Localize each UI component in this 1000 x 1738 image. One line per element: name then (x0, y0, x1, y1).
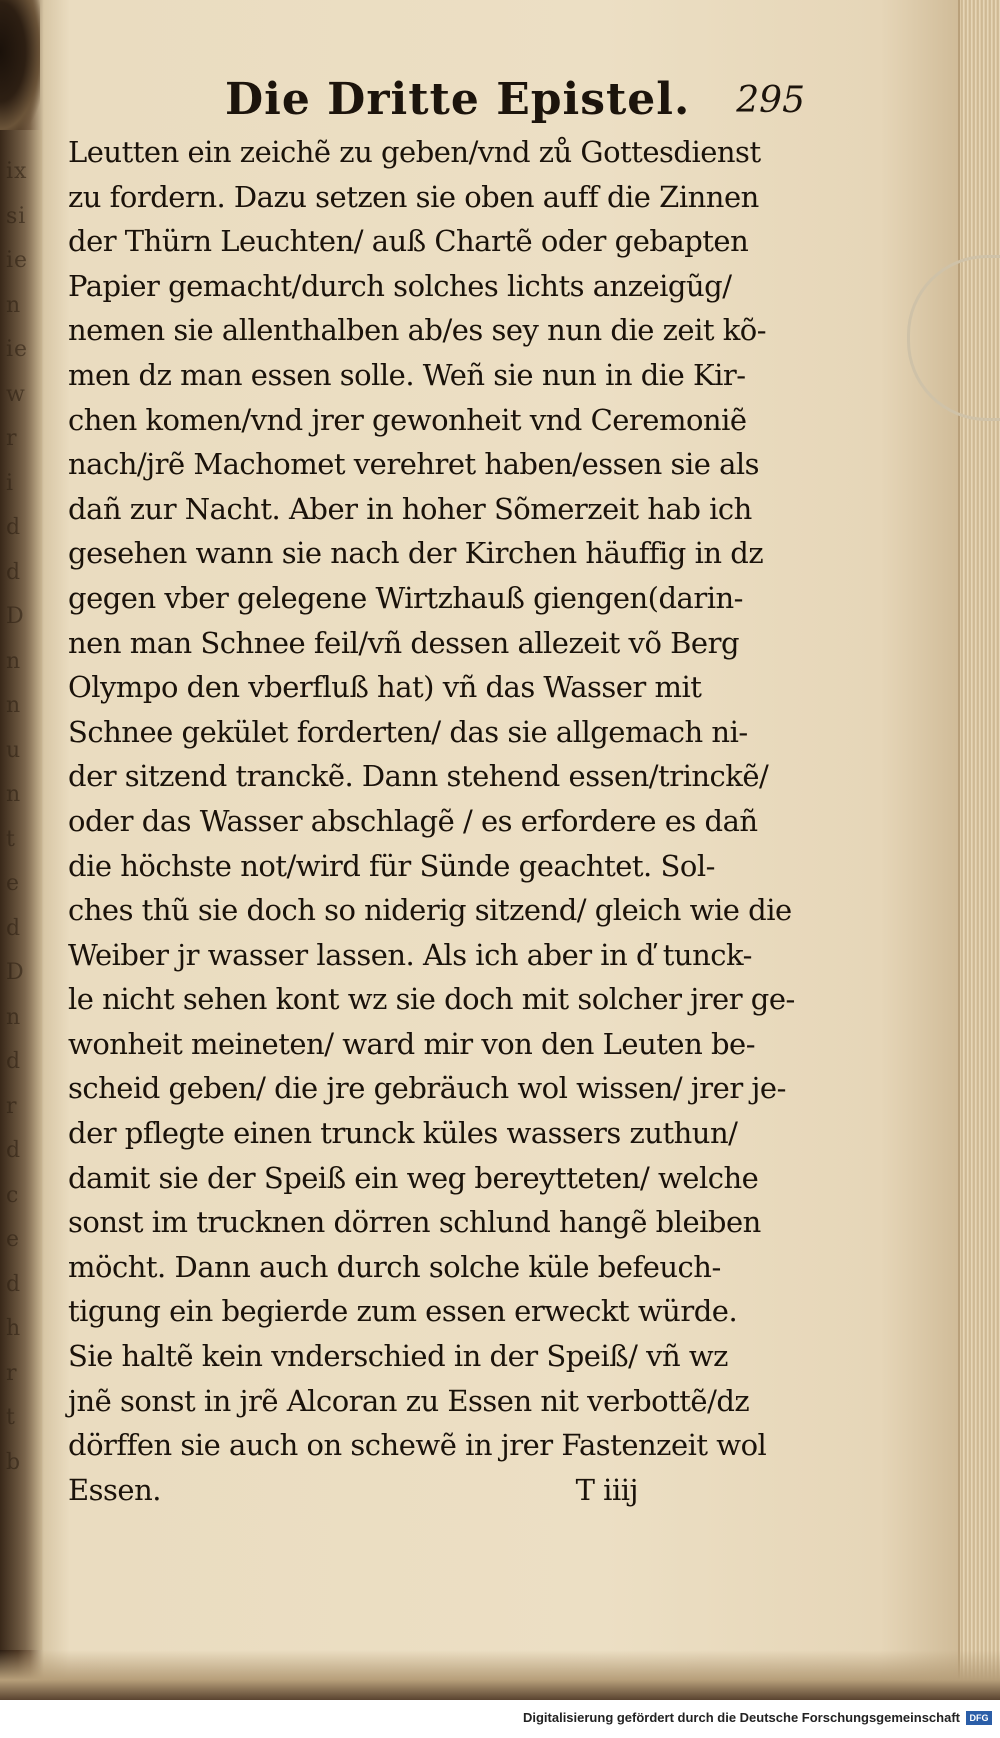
dfg-logo: DFG (966, 1711, 992, 1725)
footer-credit: Digitalisierung gefördert durch die Deutsche Forschungsgemeinschaft (522, 1710, 960, 1725)
text-line: Olympo den vberfluß hat) vñ das Wasser mit (68, 670, 702, 705)
text-line: nach/jrẽ Machomet verehret haben/essen sie als (68, 447, 760, 482)
footer (0, 1700, 1000, 1738)
signature-mark: T iiij (575, 1472, 638, 1507)
text-line: dörffen sie auch on schewẽ in jrer Fastenzeit wol (68, 1428, 767, 1463)
final-line (68, 1468, 788, 1513)
text-line: Schnee gekület forderten/ das sie allgemach ni- (68, 714, 748, 749)
text-line: zu fordern. Dazu setzen sie oben auff die Zinnen (68, 179, 759, 214)
text-line: damit sie der Speiß ein weg bereytteten/ welche (68, 1160, 759, 1195)
text-line: Leutten ein zeichẽ zu geben/vnd zů Gottesdienst (68, 135, 761, 169)
text-block (68, 130, 803, 1512)
text-line: nemen sie allenthalben ab/es sey nun die zeit kõ- (68, 313, 767, 348)
text-line: Papier gemacht/durch solches lichts anzeigũg/ (68, 268, 732, 303)
text-line: oder das Wasser abschlagẽ / es erfordere es dañ (68, 803, 758, 838)
text-line: sonst im trucknen dörren schlund hangẽ bleiben (68, 1205, 761, 1240)
text-line: Weiber jr wasser lassen. Als ich aber in ď tunck- (68, 937, 752, 972)
running-title: Die Dritte Epistel. (225, 74, 691, 125)
text-line: jnẽ sonst in jrẽ Alcoran zu Essen nit verbottẽ/dz (68, 1383, 750, 1418)
text-line: gesehen wann sie nach der Kirchen häuffig in dz (68, 536, 764, 571)
text-line: chen komen/vnd jrer gewonheit vnd Ceremoniẽ (68, 402, 747, 437)
text-line: men dz man essen solle. Weñ sie nun in die Kir- (68, 357, 746, 392)
page-bottom-shadow (0, 1650, 1000, 1700)
text-line: der pflegte einen trunck küles wassers zuthun/ (68, 1116, 738, 1151)
text-line: dañ zur Nacht. Aber in hoher Sõmerzeit hab ich (68, 491, 752, 526)
text-line: der sitzend tranckẽ. Dann stehend essen/trinckẽ/ (68, 759, 769, 794)
text-line: gegen vber gelegene Wirtzhauß giengen(darin- (68, 580, 743, 615)
text-line: ches thũ sie doch so niderig sitzend/ gleich wie die (68, 893, 792, 928)
text-line: Sie haltẽ kein vnderschied in der Speiß/ vñ wz (68, 1339, 728, 1374)
text-line: wonheit meineten/ ward mir von den Leuten be- (68, 1026, 756, 1061)
facing-page-fragments: ix si ie n ie w r i d d D n n u n t e d D n d r d c e d h r t b (6, 159, 29, 1475)
text-line: die höchste not/wird für Sünde geachtet. Sol- (68, 848, 715, 883)
text-line: der Thürn Leuchten/ auß Chartẽ oder gebapten (68, 224, 749, 259)
text-line: möcht. Dann auch durch solche küle befeuch- (68, 1249, 721, 1284)
final-word: Essen. (68, 1472, 161, 1507)
page-number: 295 (736, 80, 805, 121)
text-line: nen man Schnee feil/vñ dessen allezeit võ Berg (68, 625, 740, 660)
binding-shadow (0, 0, 40, 130)
text-line: scheid geben/ die jre gebräuch wol wissen/ jrer je- (68, 1071, 786, 1106)
page-header (225, 74, 805, 134)
text-line: tigung ein begierde zum essen erweckt würde. (68, 1294, 738, 1329)
text-line: le nicht sehen kont wz sie doch mit solcher jrer ge- (68, 982, 795, 1017)
